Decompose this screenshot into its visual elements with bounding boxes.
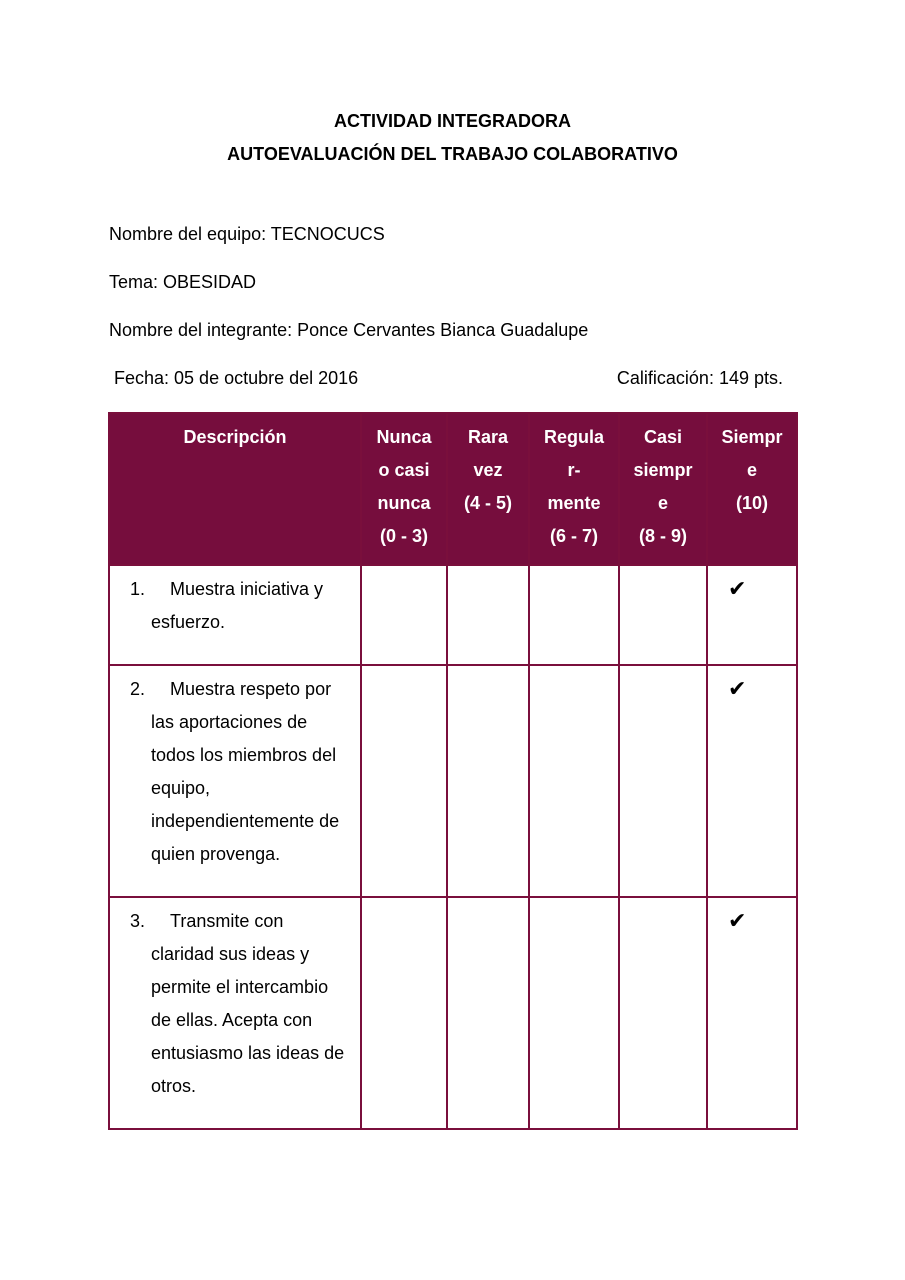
cell-regularly bbox=[529, 897, 619, 1129]
column-header-description bbox=[109, 413, 361, 565]
header-line: e bbox=[657, 493, 668, 513]
cell-rarely bbox=[447, 665, 529, 897]
description-text: independientemente de bbox=[151, 811, 340, 831]
document-subtitle: AUTOEVALUACIÓN DEL TRABAJO COLABORATIVO bbox=[227, 144, 678, 164]
column-header-rarely bbox=[447, 413, 529, 565]
description-text: otros. bbox=[151, 1076, 197, 1096]
description-text: Transmite con bbox=[170, 911, 284, 931]
row-description bbox=[109, 665, 361, 897]
table-row bbox=[109, 565, 797, 665]
header-line: vez bbox=[473, 460, 503, 480]
header-line: Rara bbox=[467, 427, 509, 447]
header-line: (6 - 7) bbox=[549, 526, 598, 546]
row-description bbox=[109, 565, 361, 665]
cell-regularly bbox=[529, 565, 619, 665]
document-title: ACTIVIDAD INTEGRADORA bbox=[334, 111, 571, 131]
column-header-never bbox=[361, 413, 447, 565]
grade: Calificación: 149 pts. bbox=[616, 368, 783, 388]
header-line: (8 - 9) bbox=[638, 526, 687, 546]
header-line: (4 - 5) bbox=[463, 493, 512, 513]
checkmark-icon: ✔ bbox=[707, 897, 797, 1129]
header-line: Regula bbox=[543, 427, 604, 447]
description-line-first bbox=[130, 573, 350, 606]
date: Fecha: 05 de octubre del 2016 bbox=[114, 368, 359, 388]
checkmark-icon: ✔ bbox=[707, 665, 797, 897]
description-text: entusiasmo las ideas de bbox=[151, 1043, 345, 1063]
cell-never bbox=[361, 665, 447, 897]
evaluation-table bbox=[108, 412, 798, 1130]
description-text: esfuerzo. bbox=[151, 612, 226, 632]
header-line: nunca bbox=[377, 493, 431, 513]
cell-almost-always bbox=[619, 565, 707, 665]
description-text: permite el intercambio bbox=[151, 977, 329, 997]
header-line: e bbox=[746, 460, 757, 480]
column-header-regularly bbox=[529, 413, 619, 565]
header-line: Descripción bbox=[183, 427, 287, 447]
member-name: Nombre del integrante: Ponce Cervantes Bianca Guadalupe bbox=[109, 320, 589, 340]
cell-almost-always bbox=[619, 665, 707, 897]
header-line: (0 - 3) bbox=[379, 526, 428, 546]
row-description bbox=[109, 897, 361, 1129]
description-line-first bbox=[130, 673, 350, 706]
row-number: 2. bbox=[130, 679, 146, 699]
header-line: siempr bbox=[633, 460, 693, 480]
description-text: las aportaciones de bbox=[151, 712, 308, 732]
cell-rarely bbox=[447, 565, 529, 665]
cell-never bbox=[361, 565, 447, 665]
header-line: (10) bbox=[735, 493, 768, 513]
column-header-always bbox=[707, 413, 797, 565]
row-number: 3. bbox=[130, 911, 146, 931]
header-line: mente bbox=[547, 493, 601, 513]
header-line: r- bbox=[567, 460, 581, 480]
checkmark-icon: ✔ bbox=[707, 565, 797, 665]
description-text: de ellas. Acepta con bbox=[151, 1010, 313, 1030]
description-text: equipo, bbox=[151, 778, 211, 798]
header-line: Casi bbox=[643, 427, 683, 447]
topic: Tema: OBESIDAD bbox=[109, 272, 257, 292]
column-header-almost-always bbox=[619, 413, 707, 565]
header-line: Siempr bbox=[721, 427, 783, 447]
team-name: Nombre del equipo: TECNOCUCS bbox=[109, 224, 385, 244]
table-row bbox=[109, 665, 797, 897]
description-text: Muestra iniciativa y bbox=[170, 579, 324, 599]
header-line: Nunca bbox=[376, 427, 432, 447]
cell-regularly bbox=[529, 665, 619, 897]
header-line: o casi bbox=[378, 460, 430, 480]
table-row bbox=[109, 897, 797, 1129]
description-text: todos los miembros del bbox=[151, 745, 337, 765]
description-line-first bbox=[130, 905, 350, 938]
description-text: quien provenga. bbox=[151, 844, 281, 864]
cell-never bbox=[361, 897, 447, 1129]
cell-almost-always bbox=[619, 897, 707, 1129]
description-text: claridad sus ideas y bbox=[151, 944, 310, 964]
row-number: 1. bbox=[130, 579, 146, 599]
table-header-row bbox=[109, 413, 797, 565]
description-text: Muestra respeto por bbox=[170, 679, 332, 699]
cell-rarely bbox=[447, 897, 529, 1129]
